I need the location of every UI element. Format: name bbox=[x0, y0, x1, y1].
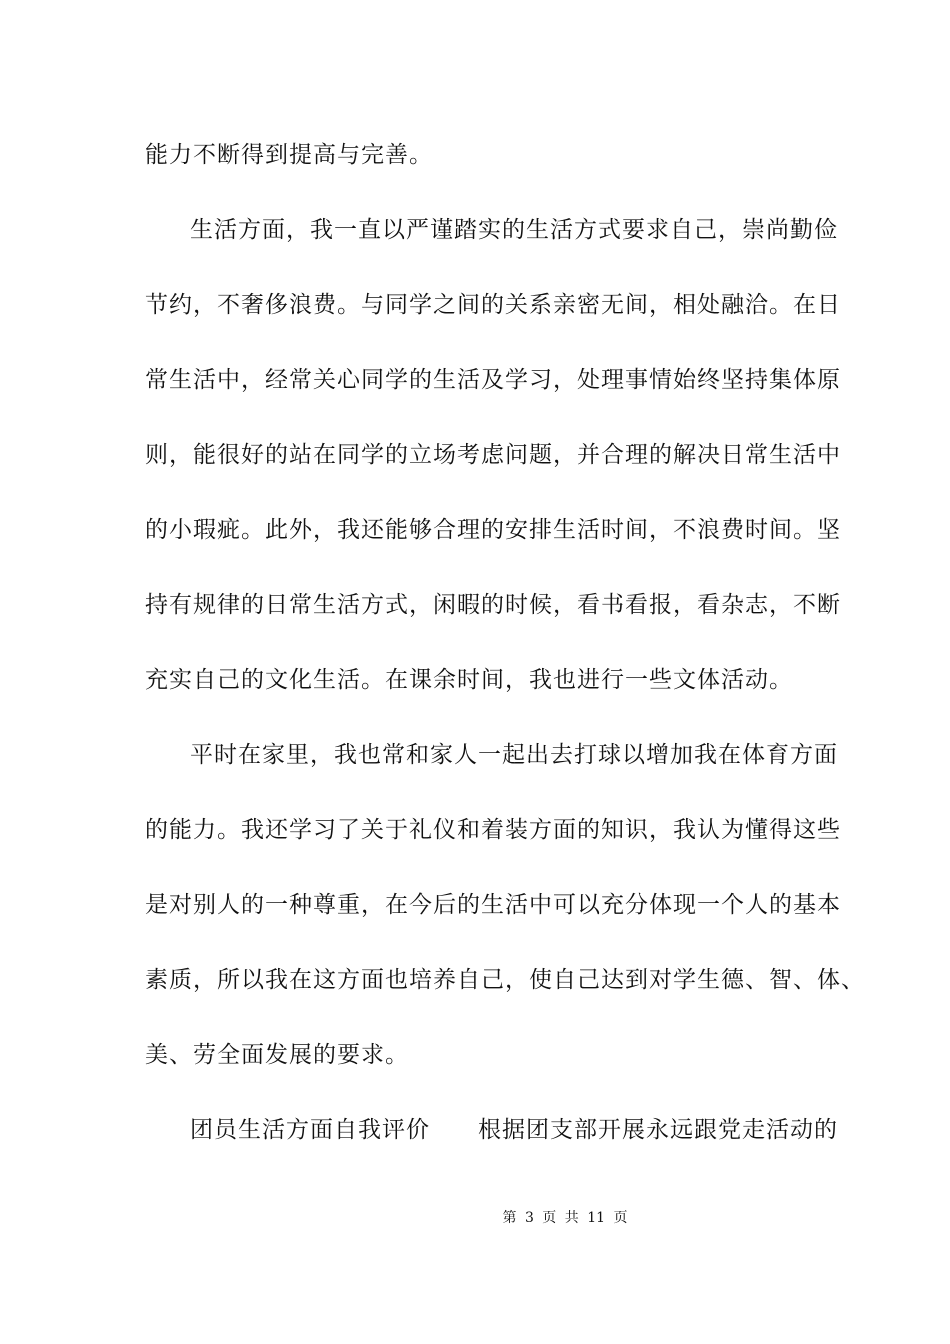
paragraph-start-line: 生活方面，我一直以严谨踏实的生活方式要求自己，崇尚勤俭 bbox=[190, 217, 838, 243]
text-line: 的小瑕疵。此外，我还能够合理的安排生活时间，不浪费时间。坚 bbox=[145, 517, 841, 543]
text-line: 持有规律的日常生活方式，闲暇的时候，看书看报，看杂志，不断 bbox=[145, 592, 841, 618]
text-line: 则，能很好的站在同学的立场考虑问题，并合理的解决日常生活中 bbox=[145, 442, 841, 468]
text-line: 是对别人的一种尊重，在今后的生活中可以充分体现一个人的基本 bbox=[145, 892, 841, 918]
text-line: 常生活中，经常关心同学的生活及学习，处理事情始终坚持集体原 bbox=[145, 367, 841, 393]
text-line: 充实自己的文化生活。在课余时间，我也进行一些文体活动。 bbox=[145, 667, 793, 693]
text-line: 的能力。我还学习了关于礼仪和着装方面的知识，我认为懂得这些 bbox=[145, 817, 841, 843]
page-number: 第 3 页 共 11 页 bbox=[502, 1210, 628, 1226]
text-line: 素质，所以我在这方面也培养自己，使自己达到对学生德、智、体、 bbox=[145, 967, 865, 993]
page-footer bbox=[0, 1208, 950, 1228]
paragraph-start-line: 平时在家里，我也常和家人一起出去打球以增加我在体育方面 bbox=[190, 742, 838, 768]
text-line: 美、劳全面发展的要求。 bbox=[145, 1042, 409, 1068]
text-line: 能力不断得到提高与完善。 bbox=[145, 142, 433, 168]
text-line: 节约，不奢侈浪费。与同学之间的关系亲密无间，相处融洽。在日 bbox=[145, 292, 841, 318]
paragraph-start-line: 团员生活方面自我评价 根据团支部开展永远跟党走活动的 bbox=[190, 1117, 838, 1143]
